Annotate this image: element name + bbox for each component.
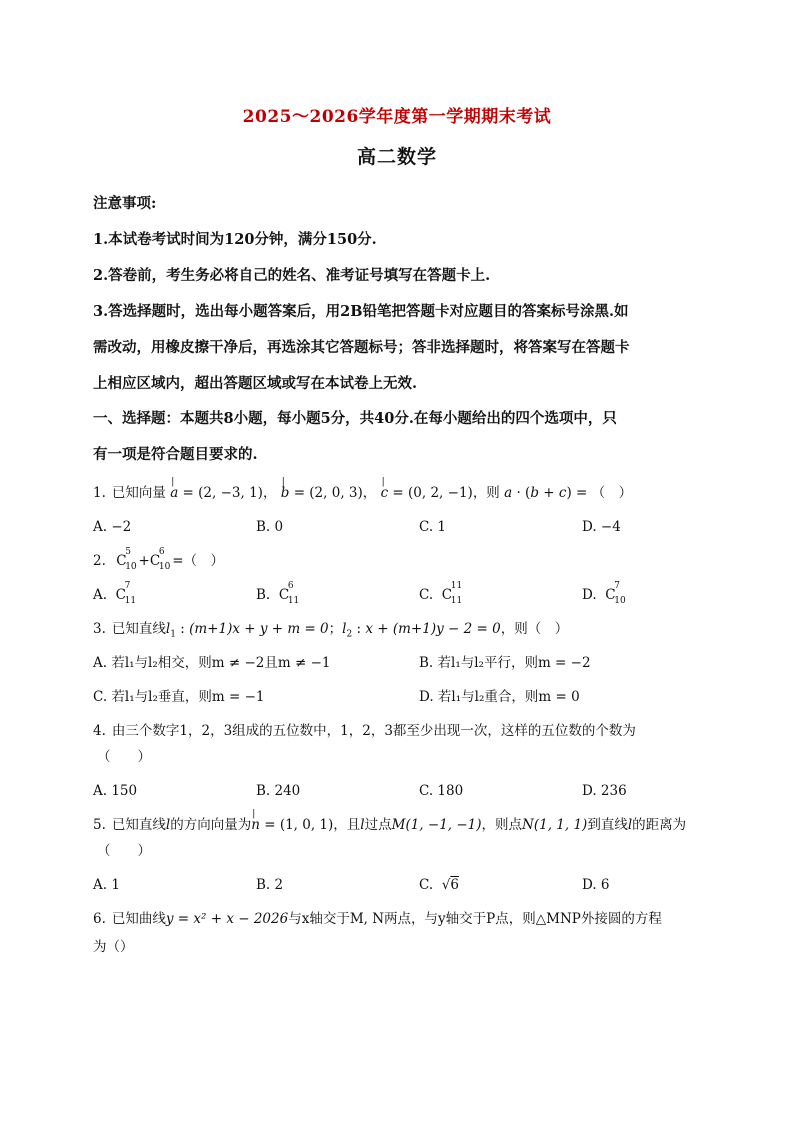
option-a: A. 150 — [93, 783, 138, 799]
question-text: 过点 — [364, 817, 392, 833]
answer-blank: （ ） — [591, 485, 633, 501]
options-row — [93, 581, 708, 606]
vector-c: = (0, 2, −1) — [392, 485, 473, 501]
options-row — [93, 516, 708, 538]
options-row — [93, 686, 708, 708]
sqrt-radicand: 6 — [450, 877, 459, 893]
question-text: ，且 — [333, 817, 361, 833]
option-b: B. 若l₁与l₂平行，则m = −2 — [419, 655, 591, 671]
answer-blank: （ ） — [97, 843, 151, 859]
question-4 — [93, 720, 708, 742]
question-3: 3. 已知直线$l_1$ : (m+1)x + y + m = 0；$l_2$ : x + (m+1)y − 2 = 0，则（ ） — [93, 621, 569, 640]
answer-blank: （ ） — [97, 749, 151, 765]
option-d: D. −4 — [582, 519, 621, 535]
option-c: C. 若l₁与l₂垂直，则m = −1 — [93, 689, 265, 705]
option-d: D. 236 — [582, 783, 627, 799]
question-list — [93, 476, 708, 970]
option-c: C. C 11 11 — [419, 581, 463, 606]
question-text: 已知直线 — [111, 817, 166, 833]
question-number: 2. — [93, 553, 106, 569]
line-l1: (m+1)x + y + m = 0 — [189, 621, 329, 637]
question-number: 4. — [93, 723, 106, 739]
option-b: B. 240 — [256, 783, 301, 799]
subject-title: 高二数学 — [356, 146, 437, 168]
question-5: 5. 已知直线l的方向向量为 | n = (1, 0, 1)，且l过点M(1, −1, −1)，则点N(1, 1, 1)到直线l的距离为 — [93, 809, 687, 833]
question-2: 2. C 5 10 +C 6 10 =（ ） — [93, 547, 224, 572]
option-c: C. √6 — [419, 877, 459, 893]
question-text: 为（） — [93, 939, 134, 955]
option-c: C. 1 — [419, 519, 447, 535]
option-d: D. 6 — [582, 877, 610, 893]
question-text: ，则 — [472, 485, 500, 501]
question-text: 已知向量 — [111, 485, 166, 501]
question-text: 的方向向量为 — [170, 817, 252, 833]
question-text: 到直线 — [587, 817, 628, 833]
vector-b: = (2, 0, 3) — [293, 485, 363, 501]
question-text: 的距离为 — [632, 817, 687, 833]
options-row — [93, 874, 708, 896]
expression: ) = — [566, 485, 588, 501]
question-number: 3. — [93, 621, 106, 637]
section-heading — [93, 401, 703, 473]
question-text: ，则点 — [481, 817, 523, 833]
curve-equation: y = x² + x − 2026 — [165, 911, 289, 927]
option-b: B. 2 — [256, 877, 284, 893]
note-item: 上相应区域内，超出答题区域或写在本试卷上无效. — [93, 375, 418, 392]
option-c: C. 180 — [419, 783, 464, 799]
notes-section — [93, 186, 703, 402]
question-text: 由三个数字1，2，3组成的五位数中，1，2，3都至少出现一次，这样的五位数的个数为 — [111, 723, 636, 739]
note-item: 需改动，用橡皮擦干净后，再选涂其它答题标号；答非选择题时，将答案写在答题卡 — [93, 339, 630, 356]
note-item: 1.本试卷考试时间为120分钟，满分150分. — [93, 231, 377, 248]
note-item: 2.答卷前，考生务必将自己的姓名、准考证号填写在答题卡上. — [93, 267, 491, 284]
exam-title: 2025～2026学年度第一学期期末考试 — [242, 107, 552, 127]
option-a: A. 若l₁与l₂相交，则m ≠ −2且m ≠ −1 — [93, 655, 331, 671]
question-text: 已知曲线 — [111, 911, 166, 927]
question-number: 5. — [93, 817, 106, 833]
question-number: 1. — [93, 485, 106, 501]
option-d: D. 若l₁与l₂重合，则m = 0 — [419, 689, 580, 705]
options-row — [93, 780, 708, 802]
question-6 — [93, 908, 708, 930]
question-text: ，则（ ） — [500, 621, 569, 637]
question-text: =（ ） — [172, 553, 224, 569]
question-text: 已知直线 — [111, 621, 166, 637]
option-a: A. −2 — [93, 519, 132, 535]
direction-vector: = (1, 0, 1) — [264, 817, 334, 833]
note-item: 3.答选择题时，选出每小题答案后，用2B铅笔把答题卡对应题目的答案标号涂黑.如 — [93, 303, 629, 320]
section-line: 有一项是符合题目要求的. — [93, 446, 258, 463]
question-text: 与x轴交于M, N两点，与y轴交于P点，则△MNP外接圆的方程 — [288, 911, 662, 927]
line-l2: x + (m+1)y − 2 = 0 — [365, 621, 501, 637]
point-m: M(1, −1, −1) — [391, 817, 482, 833]
option-a: A. 1 — [93, 877, 120, 893]
option-a: A. C 7 11 — [93, 581, 137, 606]
vector-a: = (2, −3, 1) — [182, 485, 263, 501]
option-d: D. C 7 10 — [582, 581, 626, 606]
notes-heading: 注意事项: — [93, 195, 157, 212]
question-number: 6. — [93, 911, 106, 927]
option-b: B. C 6 11 — [256, 581, 300, 606]
section-line: 一、选择题：本题共8小题，每小题5分，共40分.在每小题给出的四个选项中，只 — [93, 410, 617, 427]
options-row — [93, 652, 708, 674]
option-b: B. 0 — [256, 519, 284, 535]
point-n: N(1, 1, 1) — [522, 817, 588, 833]
question-1: 1. 已知向量 | a = (2, −3, 1)， | b = (2, 0, 3)， | c = (0, 2, −1)，则 a · (b + c) = （ ） — [93, 477, 633, 501]
